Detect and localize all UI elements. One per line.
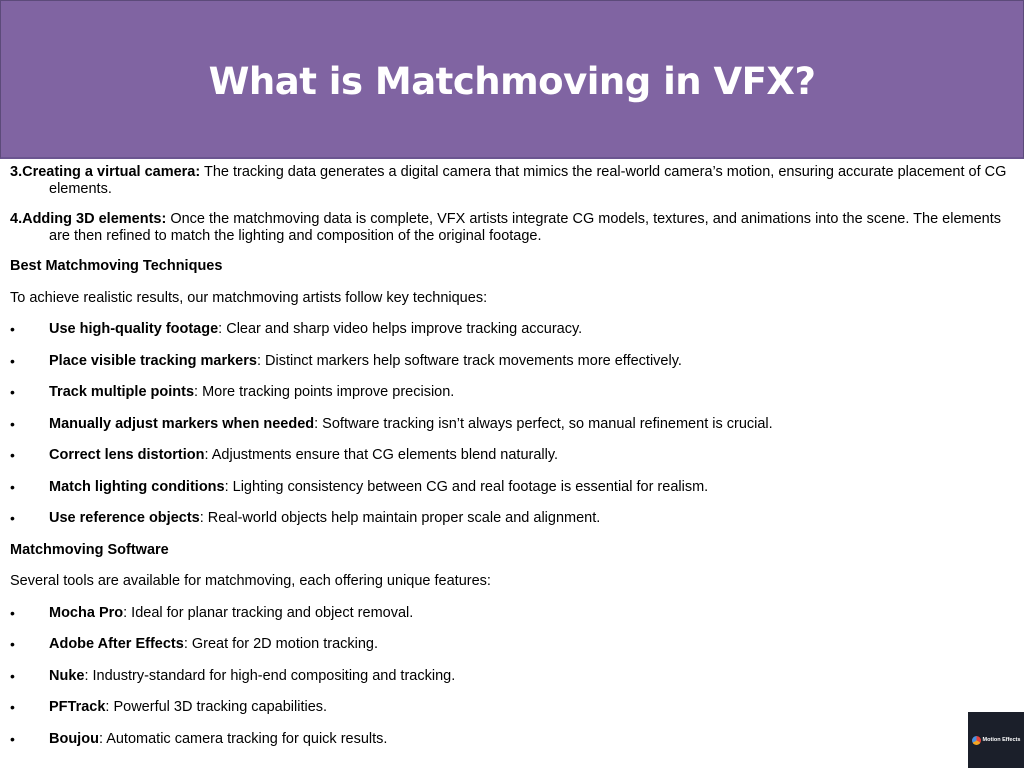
technique-item	[10, 321, 1016, 339]
software-heading: Matchmoving Software	[10, 541, 169, 558]
software-term: PFTrack	[49, 699, 106, 715]
software-item	[10, 699, 1016, 717]
motion-effects-logo-icon	[972, 736, 981, 745]
technique-term: Manually adjust markers when needed	[49, 415, 315, 432]
technique-item	[10, 416, 1016, 434]
software-term: Boujou	[49, 730, 99, 747]
technique-item	[10, 447, 1016, 465]
techniques-intro: To achieve realistic results, our matchmoving artists follow key techniques:	[10, 289, 488, 306]
slide-title: What is Matchmoving in VFX?	[208, 59, 816, 103]
technique-term: Match lighting conditions	[49, 478, 225, 495]
technique-item	[10, 510, 1016, 528]
software-desc: : Great for 2D motion tracking.	[183, 636, 379, 652]
software-intro: Several tools are available for matchmoving, each offering unique features:	[10, 573, 491, 589]
technique-term: Correct lens distortion	[49, 447, 205, 463]
bullet-icon: •	[10, 384, 15, 400]
bullet-icon: •	[10, 447, 15, 463]
bullet-icon: •	[10, 321, 15, 337]
techniques-heading: Best Matchmoving Techniques	[10, 258, 223, 274]
title-banner	[0, 0, 1024, 159]
software-item	[10, 605, 1016, 623]
step-4	[10, 211, 1016, 244]
logo-text: Motion Effects	[982, 737, 1021, 743]
slide-body	[10, 164, 1016, 762]
software-item	[10, 636, 1016, 654]
step-3-text: The tracking data generates a digital camera that mimics the real-world camera’s motion, ensuring accurate placement of CG elements.	[49, 164, 1007, 197]
bullet-icon: •	[10, 478, 15, 495]
step-4-text: Once the matchmoving data is complete, VFX artists integrate CG models, textures, and animations into the scene. The elements are then refined to match the lighting and composition of the original footage.	[49, 211, 1002, 244]
bullet-icon: •	[10, 352, 15, 369]
software-desc: : Ideal for planar tracking and object removal.	[123, 604, 414, 621]
software-desc: : Industry-standard for high-end compositing and tracking.	[84, 667, 456, 684]
technique-term: Place visible tracking markers	[49, 352, 257, 369]
software-item	[10, 668, 1016, 686]
bullet-icon: •	[10, 415, 15, 432]
technique-desc: : Software tracking isn’t always perfect, so manual refinement is crucial.	[314, 415, 773, 432]
technique-term: Use high-quality footage	[49, 321, 219, 337]
technique-item	[10, 479, 1016, 497]
technique-desc: : Real-world objects help maintain proper scale and alignment.	[199, 510, 601, 526]
bullet-icon: •	[10, 730, 15, 747]
technique-item	[10, 384, 1016, 402]
step-3-label: 3.Creating a virtual camera:	[10, 164, 201, 180]
technique-desc: : Clear and sharp video helps improve tracking accuracy.	[218, 321, 583, 337]
technique-desc: : Adjustments ensure that CG elements blend naturally.	[204, 447, 559, 463]
technique-term: Track multiple points	[49, 384, 195, 400]
motion-effects-logo[interactable]	[968, 712, 1024, 768]
technique-desc: : Lighting consistency between CG and real footage is essential for realism.	[224, 478, 709, 495]
technique-desc: : More tracking points improve precision.	[194, 384, 455, 400]
bullet-icon: •	[10, 510, 15, 526]
software-term: Adobe After Effects	[49, 636, 184, 652]
technique-term: Use reference objects	[49, 510, 200, 526]
software-desc: : Automatic camera tracking for quick results.	[98, 730, 388, 747]
software-desc: : Powerful 3D tracking capabilities.	[105, 699, 328, 715]
software-term: Mocha Pro	[49, 604, 124, 621]
software-item	[10, 731, 1016, 749]
bullet-icon: •	[10, 636, 15, 652]
bullet-icon: •	[10, 667, 15, 684]
bullet-icon: •	[10, 699, 15, 715]
bullet-icon: •	[10, 604, 15, 621]
software-term: Nuke	[49, 667, 85, 684]
step-3	[10, 164, 1016, 197]
technique-item	[10, 353, 1016, 371]
step-4-label: 4.Adding 3D elements:	[10, 211, 167, 227]
technique-desc: : Distinct markers help software track movements more effectively.	[256, 352, 682, 369]
